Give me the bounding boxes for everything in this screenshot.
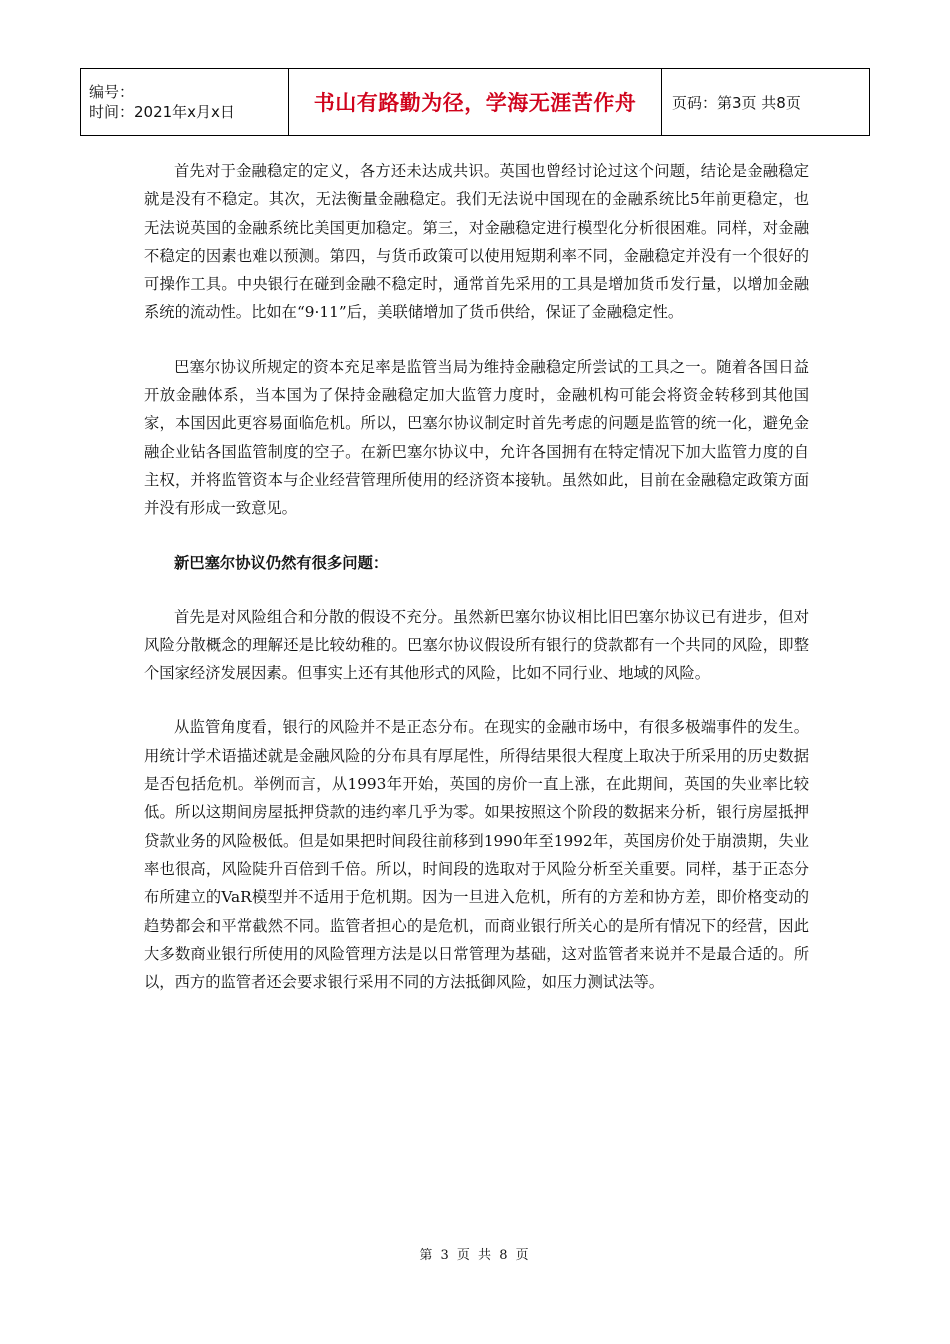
section-heading: 新巴塞尔协议仍然有很多问题： xyxy=(174,553,389,572)
paragraph-basel-capital: 巴塞尔协议所规定的资本充足率是监管当局为维持金融稳定所尝试的工具之一。随着各国日益开放金融体系，当本国为了保持金融稳定加大监管力度时，金融机构可能会将资金转移到其他国家，本国因此更容易面临危机。所以，巴塞尔协议制定时首先考虑的问题是监管的统一化，避免金融企业钻各国监管制度的空子。在新巴塞尔协议中，允许各国拥有在特定情况下加大监管力度的自主权，并将监管资本与企业经营管理所使用的经济资本接轨。虽然如此，目前在金融稳定政策方面并没有形成一致意见。 xyxy=(144,357,809,518)
page-footer: 第 3 页 共 8 页 xyxy=(419,1248,531,1263)
header-number-label: 编号： xyxy=(89,83,135,101)
paragraph-risk-diversification: 首先是对风险组合和分散的假设不充分。虽然新巴塞尔协议相比旧巴塞尔协议已有进步，但对风险分散概念的理解还是比较幼稚的。巴塞尔协议假设所有银行的贷款都有一个共同的风险，即整个国家经济发展因素。但事实上还有其他形式的风险，比如不同行业、地域的风险。 xyxy=(144,607,809,683)
header-page-info: 页码：第3页 共8页 xyxy=(662,69,870,136)
document-body xyxy=(144,157,809,1022)
header-motto: 书山有路勤为径，学海无涯苦作舟 xyxy=(289,69,662,136)
header-meta-cell xyxy=(81,69,289,136)
page-header xyxy=(80,68,870,136)
paragraph-financial-stability: 首先对于金融稳定的定义，各方还未达成共识。英国也曾经讨论过这个问题，结论是金融稳定就是没有不稳定。其次，无法衡量金融稳定。我们无法说中国现在的金融系统比5年前更稳定，也无法说英国的金融系统比美国更加稳定。第三，对金融稳定进行模型化分析很困难。同样，对金融不稳定的因素也难以预测。第四，与货币政策可以使用短期利率不同，金融稳定并没有一个很好的可操作工具。中央银行在碰到金融不稳定时，通常首先采用的工具是增加货币发行量，以增加金融系统的流动性。比如在“9·11”后，美联储增加了货币供给，保证了金融稳定性。 xyxy=(144,162,809,322)
paragraph-regulatory-view: 从监管角度看，银行的风险并不是正态分布。在现实的金融市场中，有很多极端事件的发生。用统计学术语描述就是金融风险的分布具有厚尾性，所得结果很大程度上取决于所采用的历史数据是否包括危机。举例而言，从1993年开始，英国的房价一直上涨，在此期间，英国的失业率比较低。所以这期间房屋抵押贷款的违约率几乎为零。如果按照这个阶段的数据来分析，银行房屋抵押贷款业务的风险极低。但是如果把时间段往前移到1990年至1992年，英国房价处于崩溃期，失业率也很高，风险陡升百倍到千倍。所以，时间段的选取对于风险分析至关重要。同样，基于正态分布所建立的VaR模型并不适用于危机期。因为一旦进入危机，所有的方差和协方差，即价格变动的趋势都会和平常截然不同。监管者担心的是危机，而商业银行所关心的是所有情况下的经营，因此大多数商业银行所使用的风险管理方法是以日常管理为基础，这对监管者来说并不是最合适的。所以，西方的监管者还会要求银行采用不同的方法抵御风险，如压力测试法等。 xyxy=(144,718,809,992)
header-date-line: 时间：2021年x月x日 xyxy=(89,103,235,121)
